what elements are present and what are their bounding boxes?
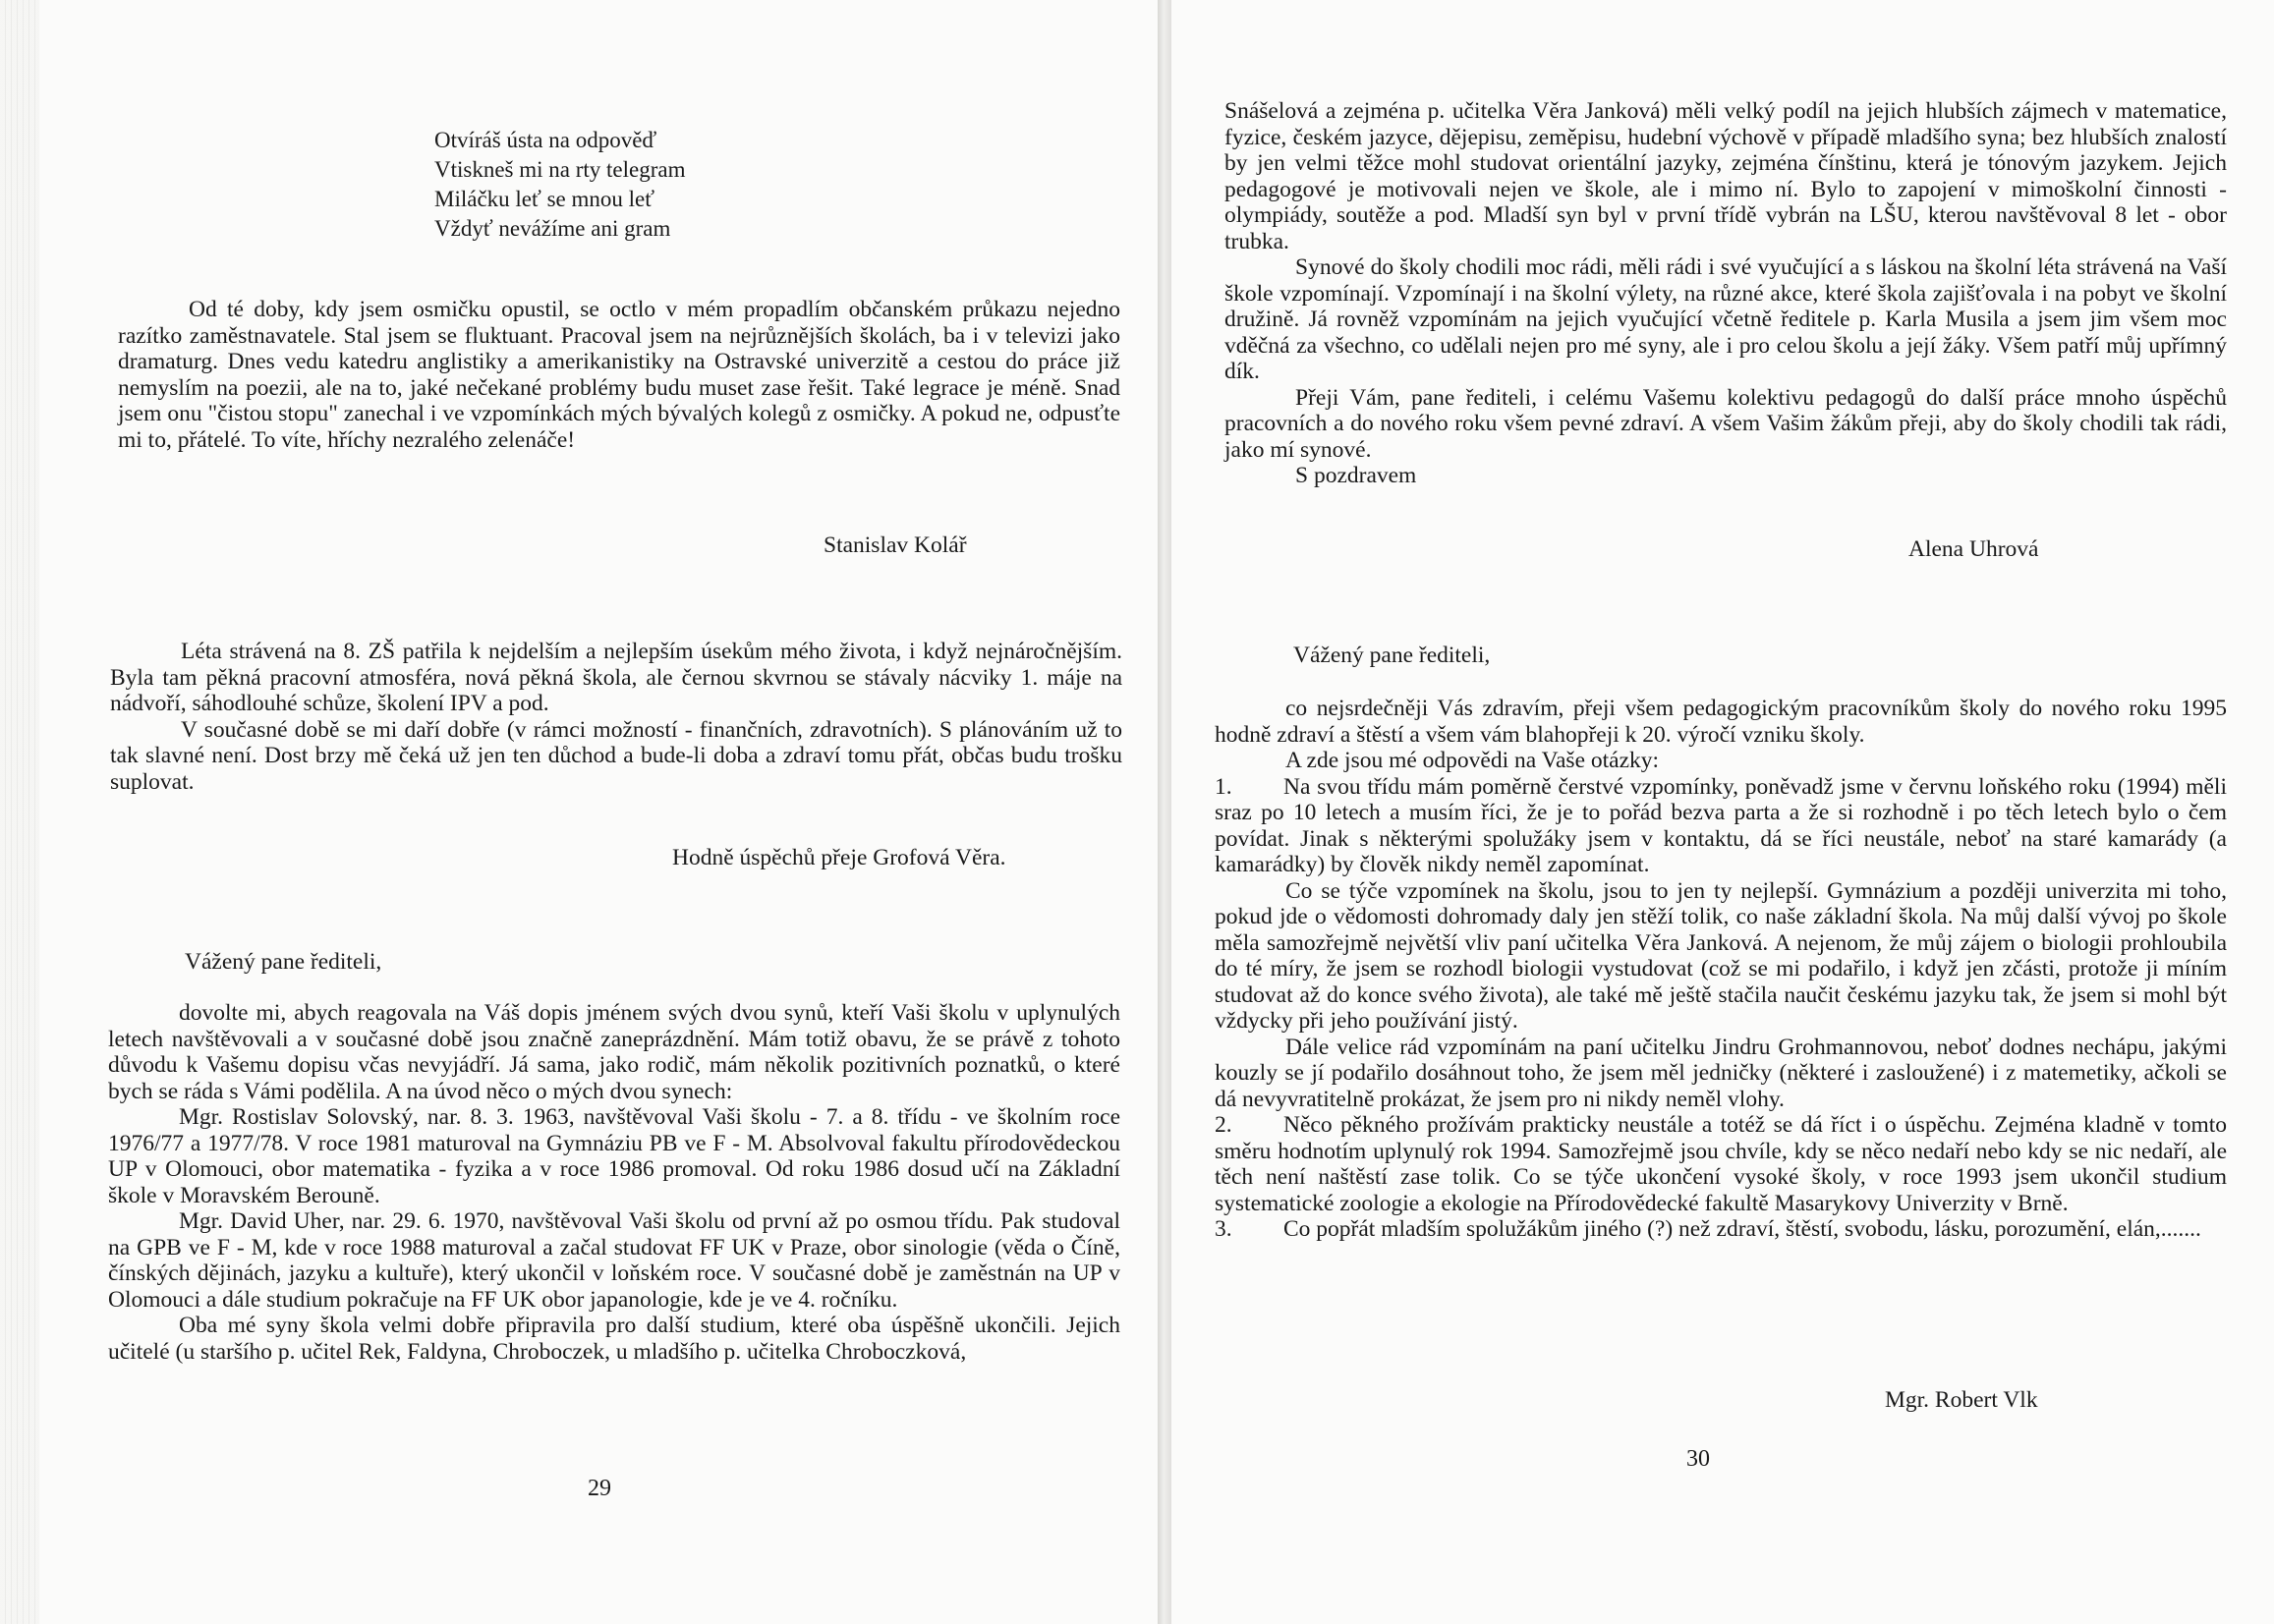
vlk-item-1-text: Na svou třídu mám poměrně čerstvé vzpomínky, poněvadž jsme v červnu loňského roku (1994) měli sraz po 10 letech a musím říci, že je to pořád bezva parta a že si rozhodně i po těch letech bylo o čem povídat. Jinak s některými spolužáky jsem v kontaktu, dá se říci neustále, neboť na staré kamarády (a kamarádky) by člověk nikdy neměl zapomínat. [1215, 773, 2227, 877]
kolar-signature: Stanislav Kolář [824, 532, 967, 558]
uhrova-signature: Alena Uhrová [1908, 536, 2039, 562]
grofova-section [110, 639, 1122, 795]
vlk-item-2-text: Něco pěkného prožívám prakticky neustále a totéž se dá říct i o úspěchu. Zejména kladně v tomto směru hodnotím uplynulý rok 1994. Samozřejmě jsou chvíle, kdy se něco nedaří nebo kdy se nic nedaří, ale těch není naštěstí zase tolik. Co se týče ukončení vysoké školy, v roce 1993 jsem ukončil studium systematické zoologie a ekologie na Přírodovědecké fakultě Masarykovy Univerzity v Brně. [1215, 1112, 2227, 1216]
letter-paragraph-4: Oba mé syny škola velmi dobře připravila pro další studium, které oba úspěšně ukončili. Jejich učitelé (u staršího p. učitel Rek, Faldyna, Chroboczek, u mladšího p. učitelka Chroboczková, [108, 1313, 1120, 1365]
page-number-right: 30 [1686, 1446, 1710, 1472]
vlk-paragraph-2: A zde jsou mé odpovědi na Vaše otázky: [1285, 748, 1660, 773]
vlk-greeting: Vážený pane řediteli, [1293, 643, 1491, 668]
vlk-item-1 [1215, 774, 2227, 878]
poem-line: Otvíráš ústa na odpověď [434, 128, 657, 152]
item-number: 3. [1215, 1216, 1232, 1242]
item-number: 2. [1215, 1112, 1232, 1138]
vlk-letter [1215, 696, 2227, 1243]
vlk-item-1c: Dále velice rád vzpomínám na paní učitelku Jindru Grohmannovou, neboť dodnes nechápu, jakými kouzly se jí podařilo dosáhnout toho, že jsem měl jedničky (některé i zasloužené) i z matemetiky, ačkoli se dá nevyvratitelně prokázat, že jsem pro ni nikdy neměl vlohy. [1215, 1034, 2227, 1112]
poem-line: Vtiskneš mi na rty telegram [434, 157, 686, 182]
vlk-item-3 [1215, 1216, 2227, 1243]
vlk-signature: Mgr. Robert Vlk [1885, 1387, 2038, 1413]
right-page [1171, 0, 2274, 1624]
letter-greeting: Vážený pane řediteli, [185, 949, 382, 975]
vlk-item-1b: Co se týče vzpomínek na školu, jsou to jen ty nejlepší. Gymnázium a později univerzita mi toho, pokud jde o vědomosti dohromady daly jen stěží tolik, co naše základní škola. Na můj další vývoj po škole měla samozřejmě největší vliv paní učitelka Věra Janková. A nejenom, že můj zájem o biologii prohloubila do té míry, že jsem se rozhodl biologii vystudovat (což se mi podařilo, i když jen zčásti, protože ji míním studovat až do konce svého života), ale také mě ještě stačila naučit českému jazyku tak, že jsem si mohl být vždycky při jeho používání jistý. [1215, 877, 2227, 1034]
closing: S pozdravem [1295, 463, 1417, 488]
kolar-paragraph [118, 297, 1120, 453]
grofova-paragraph-1: Léta strávená na 8. ZŠ patřila k nejdelším a nejlepším úsekům mého života, i když nejnáročnějším. Byla tam pěkná pracovní atmosféra, nová pěkná škola, ale černou skvrnou se stávaly nácviky 1. máje na nádvoří, sáhodlouhé schůze, školení IPV a pod. [110, 639, 1122, 716]
letter-paragraph-2: Mgr. Rostislav Solovský, nar. 8. 3. 1963, navštěvoval Vaši školu - 7. a 8. třídu - ve školním roce 1976/77 a 1977/78. V roce 1981 maturoval na Gymnáziu PB ve F - M. Absolvoval fakultu přírodovědeckou UP v Olomouci, obor matematika - fyzika a v roce 1986 promoval. Od roku 1986 dosud učí na Základní škole v Moravském Berouně. [108, 1104, 1120, 1208]
vlk-item-3-text: Co popřát mladším spolužákům jiného (?) než zdraví, štěstí, svobodu, lásku, porozumění, elán,....... [1283, 1216, 2201, 1242]
continued-paragraph-3: Přeji Vám, pane řediteli, i celému Vašemu kolektivu pedagogů do další práce mnoho úspěchů pracovních a do nového roku všem pevné zdraví. A všem Vašim žákům přeji, aby do školy chodili tak rádi, jako mí synové. [1224, 384, 2227, 463]
uhrova-letter-continued [1224, 98, 2227, 489]
item-number: 1. [1215, 773, 1232, 800]
kolar-text: Od té doby, kdy jsem osmičku opustil, se octlo v mém propadlím občanském průkazu nejedno razítko zaměstnavatele. Stal jsem se fluktuant. Pracoval jsem na nejrůznějších školách, ba i v televizi jako dramaturg. Dnes vedu katedru anglistiky a amerikanistiky na Ostravské univerzitě a cestou do práce již nemyslím na poezii, ale na to, jaké nečekané problémy budu muset zase řešit. Také legrace je méně. Snad jsem onu "čistou stopu" zanechal i ve vzpomínkách mých bývalých kolegů z osmičky. A pokud ne, odpusťte mi to, přátelé. To víte, hříchy nezralého zelenáče! [118, 297, 1120, 453]
uhrova-letter [108, 1000, 1120, 1365]
page-edge-lines [0, 0, 39, 1624]
grofova-signature: Hodně úspěchů přeje Grofová Věra. [672, 845, 1006, 870]
poem-line: Miláčku leť se mnou leť [434, 187, 655, 211]
letter-paragraph-3: Mgr. David Uher, nar. 29. 6. 1970, navštěvoval Vaši školu od první až po osmou třídu. Pak studoval na GPB ve F - M, kde v roce 1988 maturoval a začal studovat FF UK v Praze, obor sinologie (věda o Číně, čínských dějinách, jazyku a kultuře), který ukončil v loňském roce. V současné době je zaměstnán na UP v Olomouci a dále studium pokračuje na FF UK obor japanologie, kde je ve 4. ročníku. [108, 1208, 1120, 1313]
vlk-item-2 [1215, 1112, 2227, 1216]
continued-paragraph-1: Snášelová a zejména p. učitelka Věra Janková) měli velký podíl na jejich hlubších zájmech v matematice, fyzice, českém jazyce, dějepisu, zeměpisu, hudební výchově v případě mladšího syna; bez hlubších znalostí by jen velmi těžce mohl studovat orientální jazyky, zejména čínštinu, která je tónovým jazykem. Jejich pedagogové je motivovali nejen ve škole, ale i mimo ní. Bylo to zapojení v mimoškolní činnosti - olympiády, soutěže a pod. Mladší syn byl v první třídě vybrán na LŠU, kterou navštěvoval 8 let - obor trubka. [1224, 98, 2227, 254]
letter-paragraph-1: dovolte mi, abych reagovala na Váš dopis jménem svých dvou synů, kteří Vaši školu v uplynulých letech navštěvovali a v současné době jsou značně zaneprázdnění. Mám totiž obavu, že se právě z tohoto důvodu k Vašemu dopisu včas nevyjádří. Já sama, jako rodič, mám několik pozitivních poznatků, o které bych se ráda s Vámi podělila. A na úvod něco o mých dvou synech: [108, 1000, 1120, 1104]
page-number-left: 29 [588, 1476, 611, 1501]
continued-paragraph-2: Synové do školy chodili moc rádi, měli rádi i své vyučující a s láskou na školní léta strávená na Vaší škole vzpomínají. Vzpomínají i na školní výlety, na různé akce, které škola zajišťovala i na pobyt ve školní družině. Já rovněž vzpomínám na jejich vyučující včetně ředitele p. Karla Musila a jsem jim všem moc vděčná za všechno, co udělali nejen pro mé syny, ale i pro celou školu a její žáky. Všem patří můj upřímný dík. [1224, 254, 2227, 384]
poem [434, 126, 686, 244]
grofova-paragraph-2: V současné době se mi daří dobře (v rámci možností - finančních, zdravotních). S plánováním už to tak slavné není. Dost brzy mě čeká už jen ten důchod a bude-li doba a zdraví tomu přát, občas budu trošku suplovat. [110, 716, 1122, 795]
poem-line: Vždyť nevážíme ani gram [434, 216, 671, 241]
vlk-paragraph-1: co nejsrdečněji Vás zdravím, přeji všem pedagogickým pracovníkům školy do nového roku 1995 hodně zdraví a štěstí a všem vám blahopřeji k 20. výročí vzniku školy. [1215, 696, 2227, 748]
